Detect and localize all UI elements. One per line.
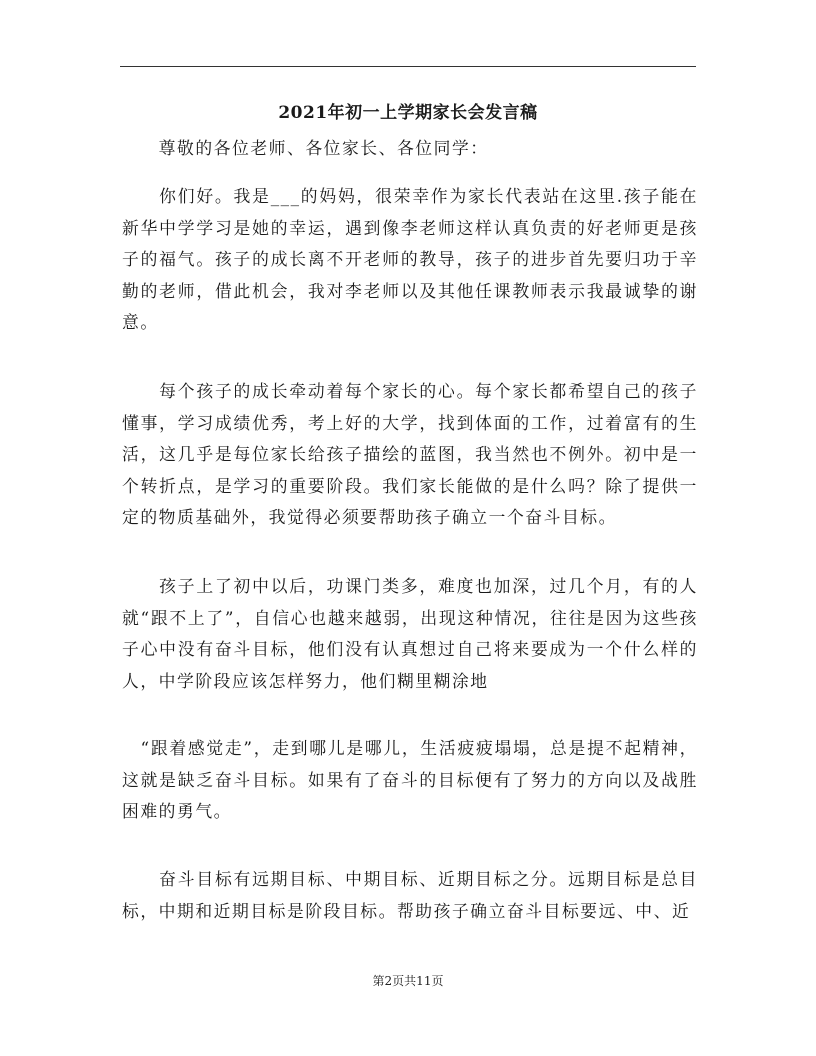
salutation-paragraph: 尊敬的各位老师、各位家长、各位同学： bbox=[122, 138, 489, 158]
body-paragraph-2: 每个孩子的成长牵动着每个家长的心。每个家长都希望自己的孩子懂事，学习成绩优秀，考上好的大学，找到体面的工作，过着富有的生活，这几乎是每位家长给孩子描绘的蓝图，我当然也不例外。初中是一个转折点，是学习的重要阶段。我们家长能做的是什么吗？除了提供一定的物质基础外，我觉得必须要帮助孩子确立一个奋斗目标。 bbox=[122, 381, 698, 527]
body-paragraph-3: 孩子上了初中以后，功课门类多，难度也加深，过几个月，有的人就“跟不上了”，自信心也越来越弱，出现这种情况，往往是因为这些孩子心中没有奋斗目标，他们没有认真想过自己将来要成为一个什么样的人，中学阶段应该怎样努力，他们糊里糊涂地 bbox=[122, 576, 698, 691]
body-paragraph-1: 你们好。我是___的妈妈，很荣幸作为家长代表站在这里.孩子能在新华中学学习是她的幸运，遇到像李老师这样认真负责的好老师更是孩子的福气。孩子的成长离不开老师的教导，孩子的进步首先要归功于辛勤的老师，借此机会，我对李老师以及其他任课教师表示我最诚挚的谢意。 bbox=[122, 186, 698, 332]
page-number: 第2页共11页 bbox=[372, 974, 444, 988]
header-rule bbox=[120, 66, 696, 67]
body-paragraph-4: “跟着感觉走”，走到哪儿是哪儿，生活疲疲塌塌，总是提不起精神，这就是缺乏奋斗目标。如果有了奋斗的目标便有了努力的方向以及战胜困难的勇气。 bbox=[122, 738, 698, 821]
document-title: 2021年初一上学期家长会发言稿 bbox=[278, 103, 538, 123]
body-paragraph-5: 奋斗目标有远期目标、中期目标、近期目标之分。远期目标是总目标，中期和近期目标是阶段目标。帮助孩子确立奋斗目标要远、中、近 bbox=[122, 869, 698, 921]
